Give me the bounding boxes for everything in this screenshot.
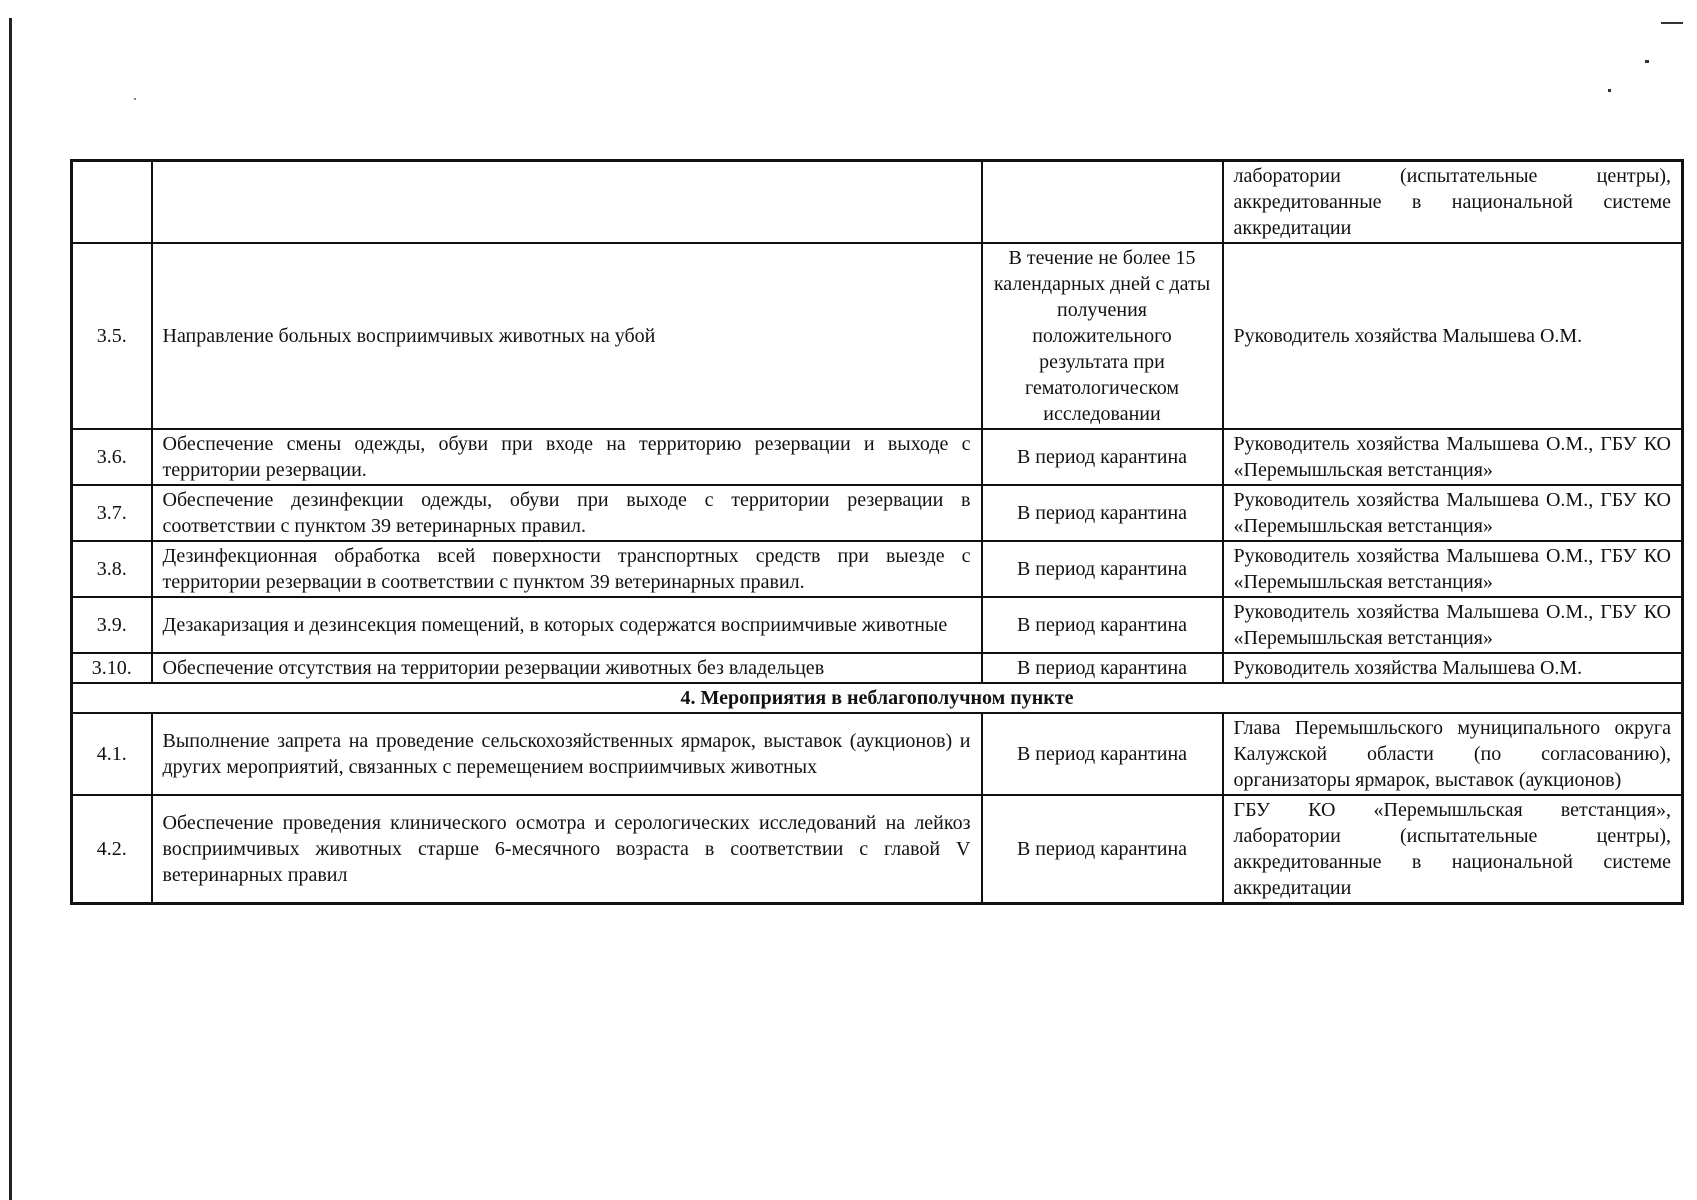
- row-number: 3.8.: [72, 541, 152, 597]
- table-row: [72, 713, 1683, 795]
- scan-artifact-mark: [1661, 22, 1683, 24]
- table-row: [72, 161, 1683, 244]
- scan-artifact-dot: [1645, 60, 1649, 63]
- section-header-row: [72, 683, 1683, 713]
- row-responsible: лаборатории (испытательные центры), аккредитованные в национальной системе аккредитации: [1223, 161, 1683, 244]
- row-responsible: Руководитель хозяйства Малышева О.М., ГБУ КО «Перемышльская ветстанция»: [1223, 485, 1683, 541]
- table-row: [72, 485, 1683, 541]
- row-action: Обеспечение смены одежды, обуви при входе на территорию резервации и выходе с территории резервации.: [152, 429, 982, 485]
- row-term: В период карантина: [982, 429, 1223, 485]
- scan-page-edge: [9, 18, 12, 1200]
- row-term: В период карантина: [982, 541, 1223, 597]
- row-number: 4.2.: [72, 795, 152, 904]
- row-responsible: Руководитель хозяйства Малышева О.М., ГБУ КО «Перемышльская ветстанция»: [1223, 597, 1683, 653]
- row-number: 3.7.: [72, 485, 152, 541]
- section-title: 4. Мероприятия в неблагополучном пункте: [72, 683, 1683, 713]
- row-term: В период карантина: [982, 713, 1223, 795]
- table-row: [72, 429, 1683, 485]
- row-action: Дезакаризация и дезинсекция помещений, в которых содержатся восприимчивые животные: [152, 597, 982, 653]
- row-term: [982, 161, 1223, 244]
- row-action: [152, 161, 982, 244]
- row-number: 4.1.: [72, 713, 152, 795]
- row-number: 3.6.: [72, 429, 152, 485]
- row-responsible: Руководитель хозяйства Малышева О.М., ГБУ КО «Перемышльская ветстанция»: [1223, 541, 1683, 597]
- row-term: В течение не более 15 календарных дней с даты получения положительного результата при гематологическом исследовании: [982, 243, 1223, 429]
- row-responsible: Руководитель хозяйства Малышева О.М.: [1223, 243, 1683, 429]
- row-action: Обеспечение проведения клинического осмотра и серологических исследований на лейкоз восприимчивых животных старше 6-месячного возраста в соответствии с главой V ветеринарных правил: [152, 795, 982, 904]
- table-row: [72, 597, 1683, 653]
- row-term: В период карантина: [982, 653, 1223, 683]
- row-responsible: Руководитель хозяйства Малышева О.М., ГБУ КО «Перемышльская ветстанция»: [1223, 429, 1683, 485]
- row-action: Обеспечение отсутствия на территории резервации животных без владельцев: [152, 653, 982, 683]
- row-number: 3.9.: [72, 597, 152, 653]
- scan-artifact-dot: [1608, 89, 1611, 92]
- table-row: [72, 795, 1683, 904]
- row-responsible: ГБУ КО «Перемышльская ветстанция», лаборатории (испытательные центры), аккредитованные в национальной системе аккредитации: [1223, 795, 1683, 904]
- table-row: [72, 653, 1683, 683]
- table-row: [72, 541, 1683, 597]
- row-responsible: Руководитель хозяйства Малышева О.М.: [1223, 653, 1683, 683]
- scan-artifact-dot: [134, 98, 136, 100]
- row-term: В период карантина: [982, 795, 1223, 904]
- row-term: В период карантина: [982, 597, 1223, 653]
- measures-table: [70, 159, 1684, 905]
- row-number: 3.10.: [72, 653, 152, 683]
- table-row: [72, 243, 1683, 429]
- row-number: [72, 161, 152, 244]
- row-action: Выполнение запрета на проведение сельскохозяйственных ярмарок, выставок (аукционов) и других мероприятий, связанных с перемещением восприимчивых животных: [152, 713, 982, 795]
- row-action: Дезинфекционная обработка всей поверхности транспортных средств при выезде с территории резервации в соответствии с пунктом 39 ветеринарных правил.: [152, 541, 982, 597]
- row-action: Обеспечение дезинфекции одежды, обуви при выходе с территории резервации в соответствии с пунктом 39 ветеринарных правил.: [152, 485, 982, 541]
- row-responsible: Глава Перемышльского муниципального округа Калужской области (по согласованию), организаторы ярмарок, выставок (аукционов): [1223, 713, 1683, 795]
- row-number: 3.5.: [72, 243, 152, 429]
- row-action: Направление больных восприимчивых животных на убой: [152, 243, 982, 429]
- row-term: В период карантина: [982, 485, 1223, 541]
